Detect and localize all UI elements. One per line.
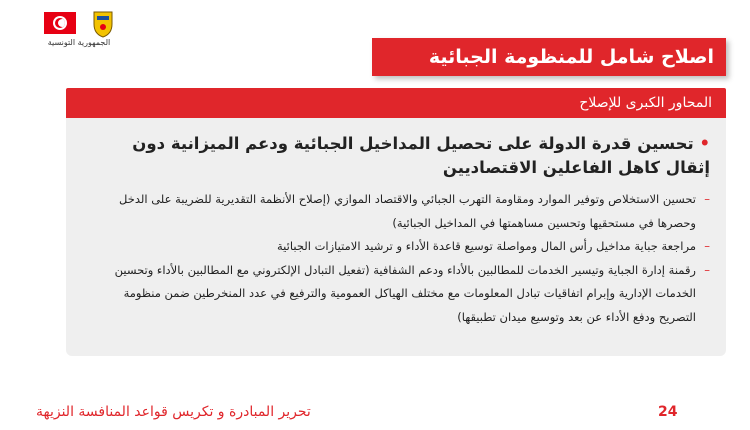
main-point	[120, 132, 710, 180]
slide-title: اصلاح شامل للمنظومة الجبائية	[372, 38, 726, 76]
sub-point-list	[100, 188, 710, 329]
logo-area	[36, 8, 122, 48]
section-heading: المحاور الكبرى للإصلاح	[66, 88, 726, 118]
list-item: – تحسين الاستخلاص وتوفير الموارد ومقاومة التهرب الجبائي والاقتصاد الموازي (إصلاح الأنظمة التقديرية للضريبة على الدخل وحصرها في مستحقيها وتحسين مساهمتها في المداخيل الجبائية)	[100, 188, 710, 235]
main-point-text: تحسين قدرة الدولة على تحصيل المداخيل الجبائية ودعم الميزانية دون إثقال كاهل الفاعلين الاقتصاديين	[132, 134, 710, 177]
bullet-icon: •	[699, 134, 710, 153]
list-item: – مراجعة جباية مداخيل رأس المال ومواصلة توسيع قاعدة الأداء و ترشيد الامتيازات الجبائية	[100, 235, 710, 259]
footer-slogan: تحرير المبادرة و تكريس قواعد المنافسة النزيهة	[36, 404, 311, 420]
page-number: 24	[658, 404, 678, 420]
tunisia-flag-icon	[44, 12, 76, 34]
country-name: الجمهورية التونسية	[47, 38, 111, 47]
list-item: – رقمنة إدارة الجباية وتيسير الخدمات للمطالبين بالأداء ودعم الشفافية (تفعيل التبادل الإلكتروني مع المطالبين بالأداء وتحسين الخدمات الإدارية وإبرام اتفاقيات تبادل المعلومات مع مختلف الهياكل العمومية والترفيع في عدد المنخرطين ضمن منظومة التصريح ودفع الأداء عن بعد وتوسيع ميدان تطبيقها)	[100, 259, 710, 330]
coat-of-arms-icon	[92, 8, 114, 38]
